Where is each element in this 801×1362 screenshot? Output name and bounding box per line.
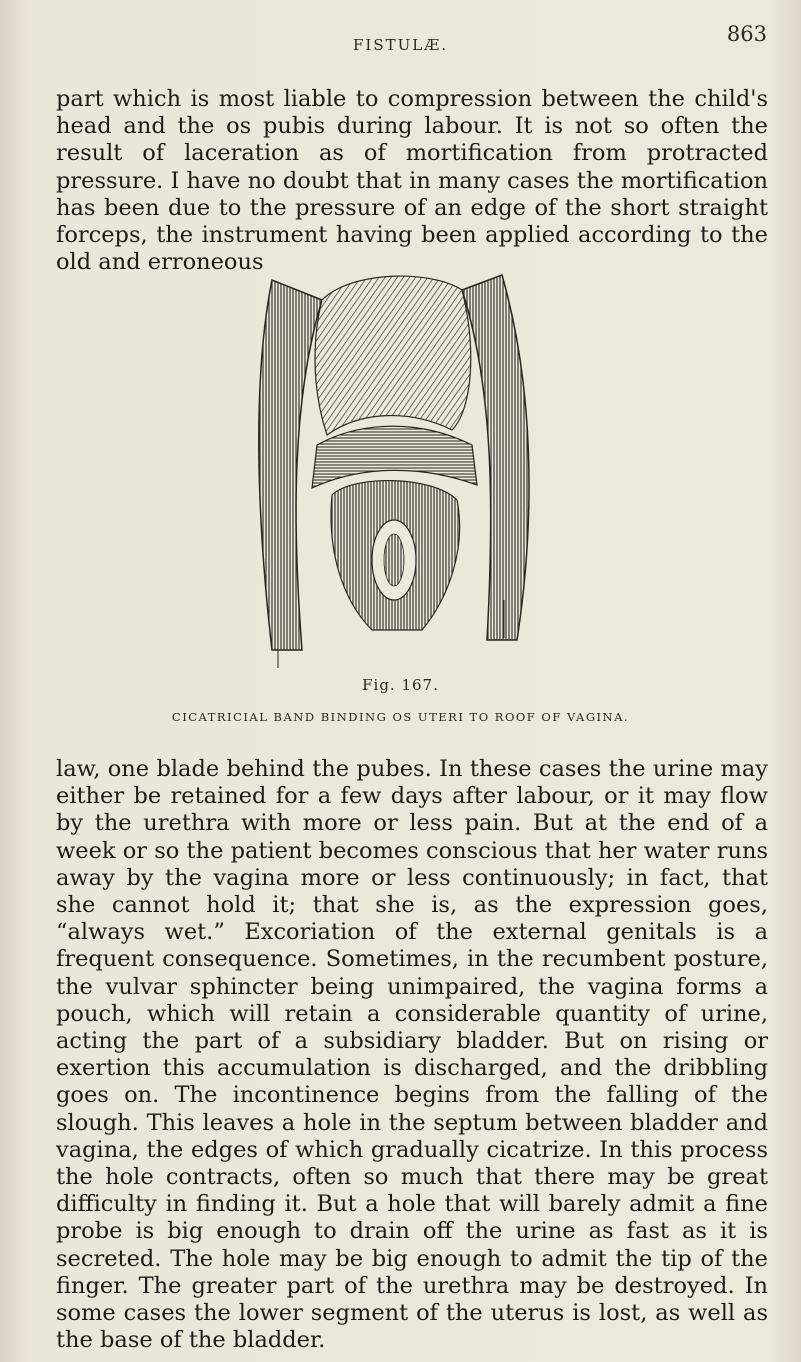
figure-caption: CICATRICIAL BAND BINDING OS UTERI TO ROOF OF VAGINA. (171, 710, 630, 724)
figure-label: Fig. 167. (362, 676, 439, 694)
cicatricial-band (312, 426, 477, 488)
text-block-bottom (56, 756, 768, 1354)
figure-illustration (232, 260, 552, 670)
paragraph-top: part which is most liable to compression between the child's head and the os pubis during labour. It is not so often the result of laceration as of mortification from protracted pressure. I have no doubt that in many cases the mortification has been due to the pressure of an edge of the short straight forceps, the instrument having been applied according to the old and erroneous (56, 86, 768, 276)
uterus-upper (315, 276, 471, 435)
running-head: FISTULÆ. (353, 36, 448, 54)
text-block-top (56, 86, 768, 276)
anatomical-engraving (232, 260, 552, 670)
page-number: 863 (726, 22, 767, 46)
paragraph-bottom: law, one blade behind the pubes. In these cases the urine may either be retained for a few days after labour, or it may flow by the urethra with more or less pain. But at the end of a week or so the patient becomes conscious that her water runs away by the vagina more or less continuously; in fact, that she cannot hold it; that she is, as the expression goes, “always wet.” Excoriation of the external genitals is a frequent consequence. Sometimes, in the recumbent posture, the vulvar sphincter being unimpaired, the vagina forms a pouch, which will retain a considerable quantity of urine, acting the part of a subsidiary bladder. But on rising or exertion this accumulation is discharged, and the dribbling goes on. The incontinence begins from the falling of the slough. This leaves a hole in the septum between bladder and vagina, the edges of which gradually cicatrize. In this process the hole contracts, often so much that there may be great difficulty in finding it. But a hole that will barely admit a fine probe is big enough to drain off the urine as fast as it is secreted. The hole may be big enough to admit the tip of the finger. The greater part of the urethra may be destroyed. In some cases the lower segment of the uterus is lost, as well as the base of the bladder. (56, 756, 768, 1354)
left-wall (259, 280, 322, 650)
